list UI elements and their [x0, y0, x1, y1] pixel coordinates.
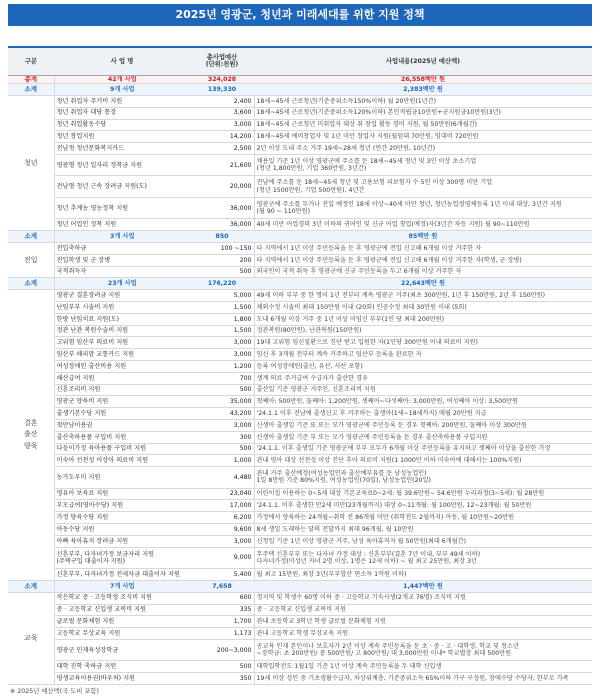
budget-value: 1,800 [190, 313, 254, 325]
budget-value: 500 [190, 661, 254, 673]
budget-value: 1,700 [190, 616, 254, 628]
total-budget: 324,028 [190, 75, 254, 84]
subtotal-row [8, 84, 592, 96]
policy-row [8, 254, 592, 266]
business-name: 첫만남이용권 [54, 419, 190, 431]
policy-row [8, 131, 592, 143]
business-description: 영광군에 주소를 두거나 전입 예정인 18세 이상~40세 미만 청년, 청년농업경영체등록 1년 이내 대상, 3년간 지원 (월 90 ~ 110만원) [254, 197, 592, 219]
business-name: 대학 진학 축하금 지원 [54, 661, 190, 673]
policy-row [8, 488, 592, 500]
category-label: 결혼 출산 양육 [8, 290, 54, 581]
business-name: 청년 취업자 대당 통장 [54, 107, 190, 119]
budget-value: 20,000 [190, 176, 254, 198]
business-name: 아동수당 지원 [54, 524, 190, 536]
budget-value: 3,000 [190, 337, 254, 349]
subtotal-content: 22,643백만 원 [254, 278, 592, 290]
business-name: 신혼조리비 지원 [54, 384, 190, 396]
subtotal-label: 소계 [8, 278, 54, 290]
policy-row [8, 628, 592, 640]
subtotal-budget: 176,220 [190, 278, 254, 290]
business-description: 출산일 기준 영광군 거주인, 신혼조리비 지원 [254, 384, 592, 396]
subtotal-budget: 139,330 [190, 84, 254, 96]
business-description: 2년 이상 도내 주소 거주 19세~28세 청년 (연간 20만원, 10년간) [254, 143, 592, 155]
budget-value: 36,000 [190, 219, 254, 231]
policy-row [8, 419, 592, 431]
business-description: 가정에서 양육하는 24개월~취학 전 86개월 미만 (취학전도 2월까지) 아동, 월 10만원~20만원 [254, 512, 592, 524]
policy-row [8, 443, 592, 455]
budget-value: 43,200 [190, 408, 254, 420]
business-description: 18세~45세 근로청년 미취업자 대상 취 창업 활동 경비 지원, 월 50만원(6개월간) [254, 119, 592, 131]
policy-row [8, 325, 592, 337]
budget-value: 700 [190, 372, 254, 384]
budget-value: 14,200 [190, 131, 254, 143]
header-content: 사업내용(2025년 예산액) [254, 47, 592, 75]
policy-row [8, 467, 592, 489]
policy-row [8, 219, 592, 231]
business-name: 영광군 양육비 지원 [54, 396, 190, 408]
business-name: 청년 창업지원 [54, 131, 190, 143]
business-name: 다둥이가정 육아용품 구입비 지원 [54, 443, 190, 455]
total-count: 42개 사업 [54, 75, 190, 84]
business-name: 영광군 결혼장려금 지원 [54, 290, 190, 302]
subtotal-budget: 7,658 [190, 580, 254, 592]
policy-row [8, 431, 592, 443]
policy-row [8, 313, 592, 325]
subtotal-row [8, 580, 592, 592]
budget-value: 1,500 [190, 302, 254, 314]
business-description: '24.1.1. 이후 출생일 기준 영광군에 부부 모두가 6개월 이상 주민등록을 유지하고 셋째아 이상을 출산한 가정 [254, 443, 592, 455]
business-description: 49세 이하 부부 중 한 명이 1년 전부터 계속 영광군 거주(최초 300만원, 1년 후 150만원, 2년 후 150만원) [254, 290, 592, 302]
budget-value: 1,500 [190, 325, 254, 337]
business-name: 출산축하용품 구입비 지원 [54, 431, 190, 443]
business-description: 40세 미만 어업경력 3년 이하의 귀어인 및 신규 어업 창업(예정)자(3년간 차등 지원) 월 90~110만원 [254, 219, 592, 231]
business-name: 난임부부 시술비 지원 [54, 302, 190, 314]
business-name: 출생기본수당 지원 [54, 408, 190, 420]
business-name: 전남청 청년문화복지카드 [54, 143, 190, 155]
policy-row [8, 569, 592, 581]
category-label: 청년 [8, 95, 54, 230]
business-description: 관내 초등학교 3학년 학생 글로벌 문화체험 지원 [254, 616, 592, 628]
business-description: 등록 여성장애인(출산, 유산, 사산 포함) [254, 361, 592, 373]
budget-value: 17,000 [190, 500, 254, 512]
business-description: 관내 거주 출산예정(여성농업인과 출산예부유를 둔 남성농업인) 1일 8만원 기준 80%지원, 여성농업인(70일), 남성농업인(20일) [254, 467, 592, 489]
budget-value: 5,000 [190, 290, 254, 302]
business-name: 글로벌 문화체험 지원 [54, 616, 190, 628]
business-description: 신생아 출생일 기준 또 또는 모가 영광군에 주민등록 둔 경우 첫째아: 200만원, 둘째아 이상 300만원 [254, 419, 592, 431]
business-name: 신혼부부, 다자녀가정 전세자금 대출이자 지원 [54, 569, 190, 581]
category-label: 전입 [8, 243, 54, 278]
business-description: 채용일 기준 1년 이상 영광군에 주소를 둔 18세~45세 청년 및 3인 이상 초소기업 (청년 1,800만원, 기업 360만원, 3년간) [254, 154, 592, 176]
header-row [8, 47, 592, 75]
business-name: 임산부 해피맘 교통카드 지원 [54, 349, 190, 361]
budget-value: 9,000 [190, 547, 254, 569]
business-name: 농가도우미 지원 [54, 467, 190, 489]
budget-value: 1,200 [190, 361, 254, 373]
business-description: 중 · 고등학교 신입생 교복비 지원 [254, 604, 592, 616]
business-description: 어린이집 이용하는 0~5세 대상 기본교육료0~2세: 월 39.6만원~ 54.6만원 누리과정(3~5세): 월 28만원 [254, 488, 592, 500]
business-name: 가정 양육수당 지원 [54, 512, 190, 524]
policy-row [8, 107, 592, 119]
policy-row [8, 337, 592, 349]
policy-row [8, 95, 592, 107]
policy-row [8, 616, 592, 628]
business-description: 타 지역에서 1년 이상 주민등록을 둔 후 영광군에 전입 신고해 6개월 이상 거주한 자(학생, 군 장병) [254, 254, 592, 266]
business-name: 청년 추계농 영농정착 지원 [54, 197, 190, 219]
policy-row [8, 512, 592, 524]
business-description: 19대 고위험 임신질환으로 진단 받고 입원한 자(1인당 300만원 이내 의료비 지원) [254, 337, 592, 349]
business-name: 한방 난임치료 지원(도) [54, 313, 190, 325]
business-description: 대학입학전도 1월1일 기준 1년 이상 계속 주민등록을 두 대학 신입생 [254, 661, 592, 673]
budget-value: 200~3,000 [190, 639, 254, 661]
business-name: 신혼부부, 다자녀가정 보금자리 지원 (주택구입 대출이자 지원) [54, 547, 190, 569]
budget-value: 300 [190, 431, 254, 443]
budget-value: 3,000 [190, 535, 254, 547]
subtotal-content: 2,383백만 원 [254, 84, 592, 96]
budget-value: 500 [190, 443, 254, 455]
business-description: 19세 이상 성인 중 기초생활수급자, 차상위계층, 기준중위소득 65%이하 가구 구성원, 장애수당 수당자, 한부모 가족 [254, 673, 592, 685]
budget-value: 100 ~150 [190, 243, 254, 255]
budget-value: 500 [190, 384, 254, 396]
total-label: 총계 [8, 75, 54, 84]
footnote: ※ 2025년 예산액(국 도비 포함) [10, 688, 99, 695]
business-description: 18세~45세 근로청년(기준중위소득150%이하) 월 20만원(1년간) [254, 95, 592, 107]
budget-value: 3,000 [190, 419, 254, 431]
business-name: 전입축하금 [54, 243, 190, 255]
business-description: 생계 의료 주거급여 수급자가 출산한 경우 [254, 372, 592, 384]
business-description: 18세~45세 근로청년(기준중위소득120%이하) 본인적립금10만원+군지원금10만원(3년) [254, 107, 592, 119]
business-name: 아빠 육아휴직 장려금 지원 [54, 535, 190, 547]
business-name: 청년 취업자 주거비 지원 [54, 95, 190, 107]
business-description: 무주택 신혼부부 또는 다자녀 가정 대상 : 신혼부부(결혼 7년 이내, 부부 49세 이하) 다자녀가정(미성년 자녀 2명 이상, 1명은 12세 이하) ~ 월 최고 25만원, 최장 3년 [254, 547, 592, 569]
budget-value: 2,400 [190, 95, 254, 107]
business-name: 영유아 보육료 지원 [54, 488, 190, 500]
business-name: 해산급여 지원 [54, 372, 190, 384]
policy-row [8, 143, 592, 155]
business-name: 영광군 인재육성장학금 [54, 639, 190, 661]
budget-value: 9,600 [190, 524, 254, 536]
subtotal-count: 7개 사업 [54, 580, 190, 592]
business-name: 청년 취업활동수당 [54, 119, 190, 131]
subtotal-content: 1,447백만 원 [254, 580, 592, 592]
business-description: 관내 영아 대상 선천성 이상 진단 후아 의료비 지원(1 1000만 이하 미숙아에 대해서는 100%지원) [254, 455, 592, 467]
policy-table [8, 46, 592, 685]
business-name: 전남형 청년 근속 장려금 지원(도) [54, 176, 190, 198]
business-name: 부모급여(영아수당) 지원 [54, 500, 190, 512]
business-name: 평생교육이용권(바우처) 지원 [54, 673, 190, 685]
business-name: 고위험 임산부 의료비 지원 [54, 337, 190, 349]
budget-value: 3,000 [190, 349, 254, 361]
business-name: 정관 난관 복원수술비 지원 [54, 325, 190, 337]
business-description: 타 지역에서 1년 이상 주민등록을 둔 후 영광군에 전입 신고해 6개월 이상 거주한 자 [254, 243, 592, 255]
policy-row [8, 266, 592, 278]
header-business: 사 업 명 [54, 47, 190, 75]
policy-row [8, 290, 592, 302]
budget-value: 2,500 [190, 143, 254, 155]
budget-value: 6,200 [190, 512, 254, 524]
total-row [8, 75, 592, 84]
budget-value: 4,480 [190, 467, 254, 489]
subtotal-label: 소계 [8, 231, 54, 243]
policy-row [8, 154, 592, 176]
policy-row [8, 408, 592, 420]
policy-row [8, 302, 592, 314]
business-name: 작은학교 중 · 고등학생 조식비 지원 [54, 592, 190, 604]
policy-row [8, 535, 592, 547]
subtotal-label: 소계 [8, 580, 54, 592]
budget-value: 500 [190, 266, 254, 278]
business-description: '24.1.1. 이후 출생한 만2세 미만(23개월까지) 대상 0~11개월: 월 100만원, 12~23개월: 월 50만원 [254, 500, 592, 512]
budget-value: 23,040 [190, 488, 254, 500]
policy-row [8, 243, 592, 255]
subtotal-row [8, 278, 592, 290]
business-description: '24.1.1 이후 전남에 출생신고 후 거주하는 출생아(1세~18세까지) 매월 20만원 지급 [254, 408, 592, 420]
policy-row [8, 661, 592, 673]
page-title: 2025년 영광군, 청년과 미래세대를 위한 지원 정책 [8, 4, 592, 26]
budget-value: 21,600 [190, 154, 254, 176]
business-description: 신청일 기준 1년 이상 영광군 거주, 남성 육아휴직자 월 50만원(최대 6개월간) [254, 535, 592, 547]
policy-row [8, 500, 592, 512]
budget-value: 1,173 [190, 628, 254, 640]
subtotal-count: 9개 사업 [54, 84, 190, 96]
budget-value: 335 [190, 604, 254, 616]
policy-row [8, 547, 592, 569]
policy-row [8, 176, 592, 198]
budget-value: 5,400 [190, 569, 254, 581]
business-name: 여성장애인 출산비용 지원 [54, 361, 190, 373]
category-label: 교육 [8, 592, 54, 684]
subtotal-budget: 850 [190, 231, 254, 243]
business-description: 관내 고등학교 학생 무상교육 지원 [254, 628, 592, 640]
business-name: 중 · 고등학교 신입생 교복비 지원 [54, 604, 190, 616]
policy-row [8, 592, 592, 604]
subtotal-row [8, 231, 592, 243]
business-description: 외국인이 국적 취득 후 영광군에 신규 주민등록을 두고 6개월 이상 거주한 자 [254, 266, 592, 278]
total-content: 26,558백만 원 [254, 75, 592, 84]
business-name: 영광형 청년 일자리 정착금 지원 [54, 154, 190, 176]
subtotal-count: 23개 사업 [54, 278, 190, 290]
policy-row [8, 372, 592, 384]
budget-value: 600 [190, 592, 254, 604]
header-category: 구분 [8, 47, 54, 75]
policy-row [8, 349, 592, 361]
header-budget: 총사업예산 (단위:천원) [190, 47, 254, 75]
subtotal-count: 3개 사업 [54, 231, 190, 243]
business-description: 전남에 주소를 둔 18세~45세 청년 및 고용보험 피보험자 수 5인 이상 300명 미만 기업 (청년 1500만원, 기업 500만원), 4년간 [254, 176, 592, 198]
subtotal-content: 85백만 원 [254, 231, 592, 243]
subtotal-label: 소계 [8, 84, 54, 96]
policy-row [8, 119, 592, 131]
policy-row [8, 673, 592, 685]
business-description: 도내 6개월 이상 거주 중 1년 이상 미임신 부부(1인 당 최대 200만원) [254, 313, 592, 325]
business-description: 월 최고 15만원, 최장 3년(부부합산 연소득 1억원 이하) [254, 569, 592, 581]
budget-value: 3,600 [190, 107, 254, 119]
budget-value: 36,000 [190, 197, 254, 219]
policy-row [8, 396, 592, 408]
budget-value: 3,000 [190, 119, 254, 131]
policy-row [8, 604, 592, 616]
policy-row [8, 524, 592, 536]
policy-row [8, 384, 592, 396]
business-name: 국적취득자 [54, 266, 190, 278]
business-name: 전입학생 및 군 장병 [54, 254, 190, 266]
business-description: 8세 생일 도래하는 달의 전달까지 최대 96개월, 월 10만원 [254, 524, 592, 536]
policy-row [8, 455, 592, 467]
budget-value: 350 [190, 673, 254, 685]
policy-row [8, 361, 592, 373]
business-name: 고등학교 무상교육 지원 [54, 628, 190, 640]
business-description: 신생아 출생일 기준 부 또는 모가 영광군에 주민등록을 둔 경우 출산축하용품 구입지원 [254, 431, 592, 443]
business-description: 정관복원(80만원), 난관복원(150만원) [254, 325, 592, 337]
business-description: 첫째아: 500만원, 둘째아: 1,200만원, 셋째아~다섯째아: 3,000만원, 여섯째아 이상: 3,500만원 [254, 396, 592, 408]
budget-value: 1,000 [190, 455, 254, 467]
business-description: 18세~45세 예비창업자 및 1년 미만 창업자 지원(월임대 70만원, 임대비 720만원 [254, 131, 592, 143]
policy-row [8, 639, 592, 661]
budget-value: 35,000 [190, 396, 254, 408]
business-description: 체외수정 시술비 최대 150만원 이내 (20회) 인공수정 최대 30만원 이내 (5회) [254, 302, 592, 314]
business-description: 임신 후 3개월 전부터 계속 거주하고 임산부 등록을 완료한 자 [254, 349, 592, 361]
budget-value: 200 [190, 254, 254, 266]
business-name: 미숙아 선천성 이상아 의료비 지원 [54, 455, 190, 467]
business-description: 정지역 및 학생수 60명 이하 중 · 고등학교 기숙사생(2개교 76명) 조식비 지원 [254, 592, 592, 604]
policy-row [8, 197, 592, 219]
business-description: 공교육 인재 본인이나 보호자가 2년 이상 계속 주민등록을 둔 초 · 중 · 고 · 대학생, 학교 및 청소년 ~장학금: 초 200만원/ 중 500만원/ 고 800만원/ 대 3,000만원 이내* 학교별장 최대 500만원 [254, 639, 592, 661]
business-name: 청년 어업인 정착 지원 [54, 219, 190, 231]
